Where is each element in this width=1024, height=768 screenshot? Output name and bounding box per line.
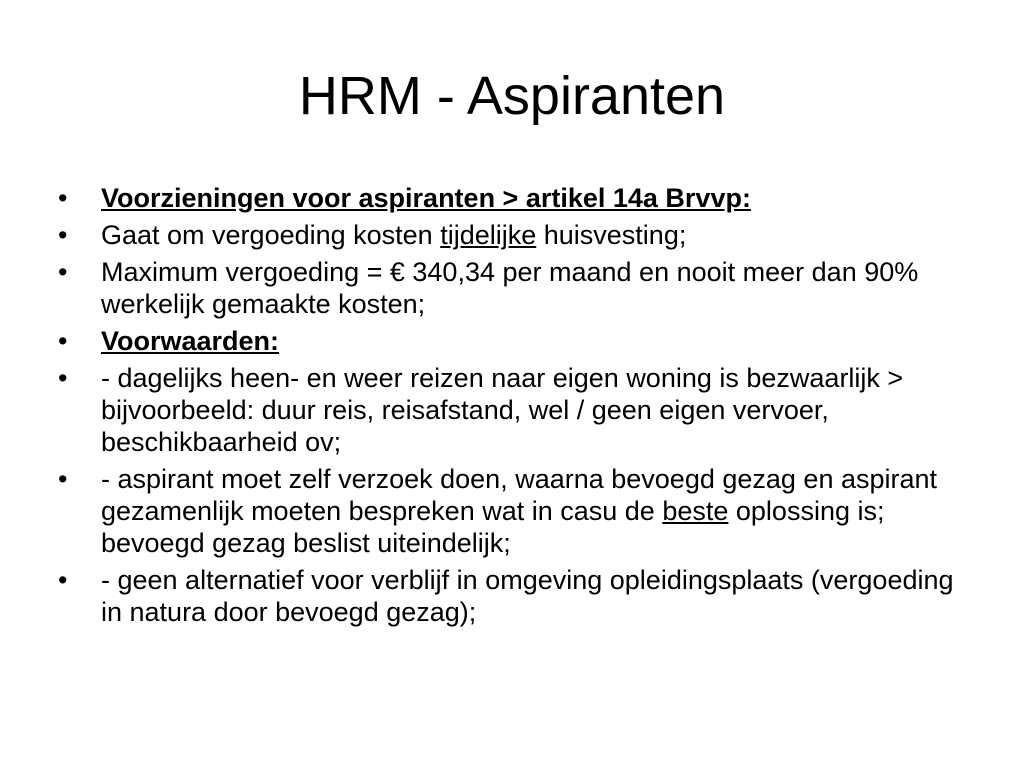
list-item: [58, 256, 978, 320]
underlined-word: tijdelijke: [440, 220, 537, 250]
bullet-text: - dagelijks heen- en weer reizen naar eigen woning is bezwaarlijk > bijvoorbeeld: duur reis, reisafstand, wel / geen eigen vervoer, beschikbaarheid ov;: [101, 363, 904, 457]
slide-title: HRM - Aspiranten: [298, 66, 726, 126]
list-item: [58, 325, 978, 357]
bullet-icon: •: [58, 220, 68, 250]
bullet-text: - aspirant moet zelf verzoek doen, waarna bevoegd gezag en aspirant gezamenlijk moeten bespreken wat in casu de: [101, 464, 938, 526]
bullet-icon: •: [58, 363, 68, 393]
list-item: [58, 362, 978, 458]
list-item: [58, 564, 978, 628]
bullet-icon: •: [58, 183, 68, 213]
bullet-text: - geen alternatief voor verblijf in omgeving opleidingsplaats (vergoeding in natura door bevoegd gezag);: [101, 565, 954, 627]
underlined-word: beste: [662, 496, 729, 526]
bullet-text: oplossing is; bevoegd gezag beslist uiteindelijk;: [101, 496, 885, 558]
bullet-text: Gaat om vergoeding kosten: [101, 220, 441, 250]
bullet-icon: •: [58, 565, 68, 595]
list-item: [58, 219, 978, 251]
list-item: [58, 463, 978, 559]
bullet-text: huisvesting;: [536, 220, 687, 250]
bullet-heading-voorzieningen: Voorzieningen voor aspiranten > artikel 14a Brvvp:: [101, 183, 751, 213]
bullet-icon: •: [58, 464, 68, 494]
bullet-list: [58, 182, 978, 633]
bullet-heading-voorwaarden: Voorwaarden:: [101, 326, 280, 356]
bullet-icon: •: [58, 326, 68, 356]
bullet-text: Maximum vergoeding = € 340,34 per maand en nooit meer dan 90% werkelijk gemaakte kosten;: [101, 257, 919, 319]
list-item: [58, 182, 978, 214]
bullet-icon: •: [58, 257, 68, 287]
